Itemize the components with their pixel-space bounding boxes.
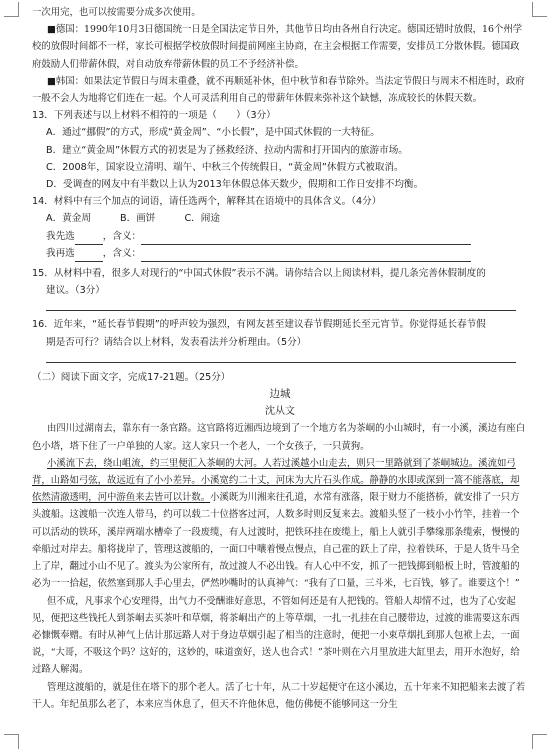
q13-option-b: B．建立“黄金周”休假方式的初衷是为了拯救经济、拉动内需和打开国内的旅游市场。 — [46, 144, 408, 156]
q14-row2-meaning-label: ，含义： — [102, 247, 142, 259]
story-title: 边城 — [269, 388, 291, 401]
q14-row1-meaning-label: ，含义： — [102, 230, 142, 242]
page-content — [32, 4, 528, 713]
underlined-passage: 小溪流下去，绕山岨流，约三里便汇入茶峒的大河。人若过溪越小山走去，则只一里路就到了茶峒城边。溪流如弓背，山路如弓弦，故远近有了小小差异。小溪宽约二十丈，河床为大片石头作成。静静的水即或深到一篙不能落底，却依然清澈透明，河中游鱼来去皆可以计数。 — [32, 457, 520, 504]
q13-option-d: D．受调查的网友中有半数以上认为2013年休假总体天数少，假期和工作日安排不均衡。 — [46, 179, 424, 191]
material-korea: ■韩国：如果法定节假日与周末重叠，就不再顺延补休，但中秋节和春节除外。当法定节假日与周末不相连时，政府一般不会人为地将它们连在一起。个人可灵活利用自己的带薪年休假来弥补这个缺憾，冻成较长的休假天数。 — [32, 75, 525, 105]
q16-answer-line[interactable] — [46, 351, 516, 363]
story-paragraph-2-rest: 小溪既为川湘来往孔道，水常有涨落，限于财力不能搭桥，就安排了一只方头渡船。这渡船一次连人带马，约可以载二十位搭客过河，人数多时则反复来去。渡船头竖了一枝小小竹竿，挂着一个可以活动的铁环，溪岸两端水槽牵了一段废缆，有人过渡时，把铁环挂在废缆上，船上人就引手攀缘那条缆索，慢慢的牵船过对岸去。船将拢岸了，管理这渡船的，一面口中嚷着慢点慢点，自己霍的跃上了岸，拉着铁环，于是人货牛马全上了岸，翻过小山不见了。渡头为公家所有，故过渡人不必出钱。有人心中不安，抓了一把钱掷到船板上时，管渡船的必为一一拾起，依然塞到那人手心里去，俨然吵嘴时的认真神气：“我有了口量，三斗米，七百钱，够了。谁要这个！” — [32, 492, 520, 590]
q14-choice-blank-1[interactable] — [75, 233, 103, 245]
q13-option-a: A．通过“挪假”的方式，形成“黄金周”、“小长假”，是中国式休假的一大特征。 — [46, 127, 380, 139]
crop-mark-top-right — [532, 2, 547, 17]
q13-option-c: C．2008年，国家设立清明、端午、中秋三个传统假日，“黄金周”休假方式被取消。 — [46, 161, 404, 173]
q14-option-a: A．黄金周 — [46, 213, 91, 225]
crop-mark-bottom-right — [532, 734, 547, 749]
material-germany: ■德国：1990年10月3日德国统一日是全国法定节日外，其他节日均由各州自行决定。德国还错时放假，16个州学校的放假时间都不一样，家长可根据学校放假时间提前网座主协商，在主会根据工作需要，安排员工分散休假。德国政府鼓励人们带薪休假，对自动放弃带薪休假的员工不予经济补偿。 — [32, 24, 523, 70]
q14-stem: 14．材料中有三个加点的词语，请任选两个，解释其在语境中的具体含义。（4分） — [32, 196, 382, 208]
story-paragraph-1: 由四川过湖南去，靠东有一条官路。这官路将近湘西边境到了一个地方名为茶峒的小山城时，有一小溪，溪边有座白色小塔，塔下住了一户单独的人家。这人家只一个老人，一个女孩子，一只黄狗。 — [32, 423, 526, 452]
q14-option-b: B．画饼 — [120, 213, 156, 225]
q15-answer-line[interactable] — [46, 299, 516, 311]
q13-stem: 13．下列表述与以上材料不相符的一项是（ ）（3分） — [32, 110, 276, 122]
story-paragraph-3: 但不成，凡事求个心安理得，出气力不受酬谁好意思，不管如何还是有人把钱的。管船人却情不过，也为了心安起见，便把这些钱托人到茶峒去买茶叶和草烟，将茶峒出产的上等草烟，一扎一扎挂在自己腰带边，过渡的谁需要这东西必慷慨奉赠。有时从神气上估计那远路人对于身边草烟引起了相当的注意时，便把一小束草烟扎到那人包袱上去，一面说，“大哥，不吸这个吗？这好的，这妙的，味道蛮好，送人也合式！”茶叶则在六月里放进大缸里去，用开水泡好，给过路人解渴。 — [32, 595, 520, 676]
q14-row1-label: 我先选 — [46, 230, 75, 242]
q14-meaning-blank-1[interactable] — [141, 233, 471, 245]
story-author: 沈从文 — [265, 406, 295, 418]
q14-answer-row-2 — [46, 245, 528, 262]
q15-line-1: 15．从材料中看，很多人对现行的“中国式休假”表示不满。请你结合以上阅读材料，提几条完善休假制度的 — [32, 268, 486, 280]
q14-choice-blank-2[interactable] — [75, 250, 103, 262]
q14-options — [46, 210, 528, 227]
q14-option-c: C．闹途 — [184, 213, 220, 225]
story-paragraph-4: 管理这渡船的，就是住在塔下的那个老人。活了七十年，从二十岁起便守在这小溪边，五十年来不知把船来去渡了若干人。年纪虽那么老了，本来应当休息了，但天不许他休息，他仿佛便不能够同这一分生 — [32, 681, 526, 710]
section-2-heading: （二）阅读下面文字，完成17-21题。（25分） — [32, 371, 231, 383]
q15-line-2: 建议。（3分） — [46, 285, 105, 297]
story-paragraph-2 — [32, 455, 528, 593]
q14-meaning-blank-2[interactable] — [141, 250, 471, 262]
q16-line-2: 期是否可行？请结合以上材料，发表看法并分析理由。（5分） — [46, 336, 307, 348]
q14-row2-label: 我再选 — [46, 247, 75, 259]
crop-mark-bottom-left — [4, 734, 19, 749]
material-continuation: 一次用完，也可以按需要分成多次使用。 — [32, 7, 201, 18]
q16-line-1: 16．近年来，“延长春节假期”的呼声较为强烈，有网友甚至建议春节假期延长至元宵节。你觉得延长春节假 — [32, 319, 486, 331]
crop-mark-top-left — [4, 2, 19, 17]
q14-answer-row-1 — [46, 228, 528, 245]
